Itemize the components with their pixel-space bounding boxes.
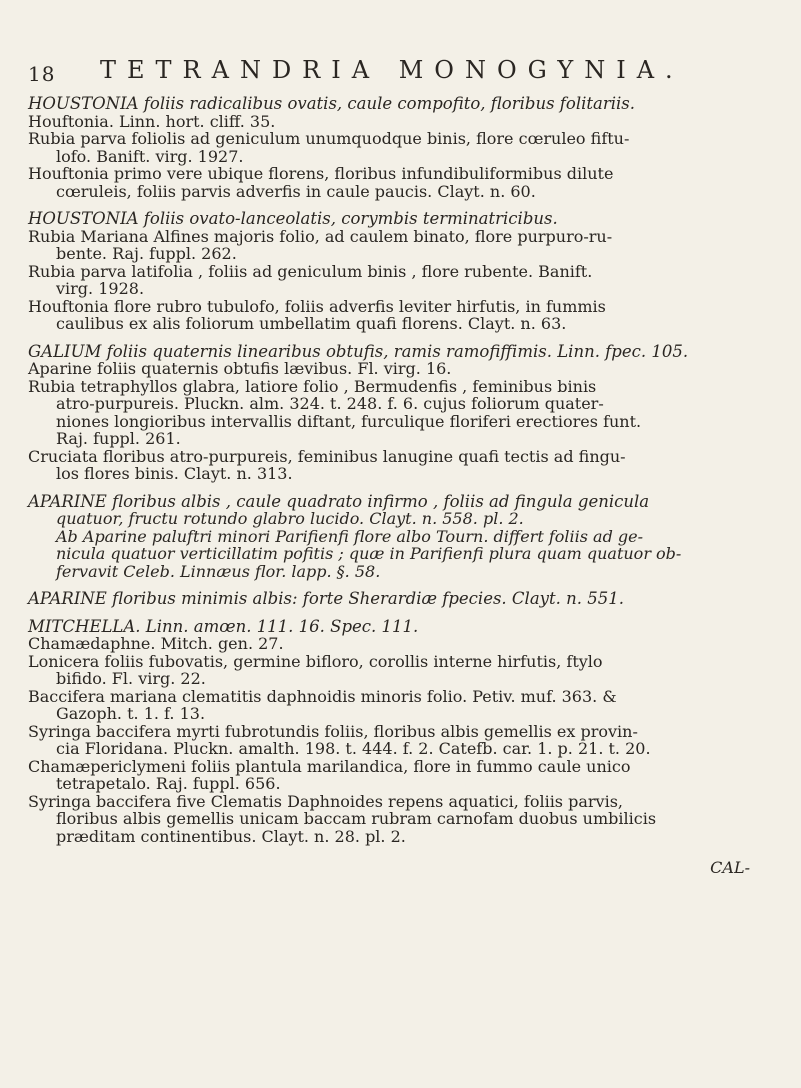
entry-heading: HOUSTONIA foliis radicalibus ovatis, caule compofito, floribus folitariis. (28, 94, 636, 113)
text-body (28, 95, 780, 877)
entry-heading: HOUSTONIA foliis ovato-lanceolatis, corymbis terminatricibus. (28, 209, 558, 228)
entry-line: Houftonia primo vere ubique florens, floribus infundibuliformibus dilute (28, 164, 614, 183)
entry-line: bifido. Fl. virg. 22. (56, 669, 206, 688)
running-head: TETRANDRIA MONOGYNIA. (100, 56, 684, 84)
entry-line: Syringa baccifera myrti fubrotundis foliis, floribus albis gemellis ex provin- (28, 721, 638, 741)
species-entry (28, 343, 780, 483)
entry-line: Ab Aparine paluftri minori Parifienfi flore albo Tourn. differt foliis ad ge- (56, 526, 644, 546)
entry-line: quatuor, fructu rotundo glabro lucido. Clayt. n. 558. pl. 2. (56, 509, 524, 528)
entry-line: bente. Raj. fuppl. 262. (56, 244, 237, 263)
entry-line: cœruleis, foliis parvis adverfis in caule paucis. Clayt. n. 60. (56, 181, 536, 201)
entry-line: Houftonia. Linn. hort. cliff. 35. (28, 111, 276, 131)
entry-line: virg. 1928. (56, 279, 145, 298)
entry-line: fervavit Celeb. Linnæus flor. lapp. §. 58. (56, 561, 381, 581)
entry-line: Cruciata floribus atro-purpureis, feminibus lanugine quafi tectis ad fingu- (28, 446, 626, 466)
catchword: CAL- (710, 858, 750, 877)
entry-line: Rubia parva foliolis ad geniculum unumquodque binis, flore cœruleo fiftu- (28, 129, 630, 148)
entry-line: præditam continentibus. Clayt. n. 28. pl. 2. (56, 826, 406, 846)
entry-line: Baccifera mariana clematitis daphnoidis minoris folio. Petiv. muf. 363. & (28, 686, 617, 706)
page-header (28, 52, 778, 92)
entry-line: niones longioribus intervallis diftant, furculique floriferi erectiores funt. (56, 411, 642, 431)
species-entry (28, 618, 780, 846)
entry-line: Gazoph. t. 1. f. 13. (56, 704, 206, 723)
entry-line: cia Floridana. Pluckn. amalth. 198. t. 444. f. 2. Catefb. car. 1. p. 21. t. 20. (56, 739, 651, 758)
entry-heading: APARINE floribus albis , caule quadrato infirmo , foliis ad fingula genicula (28, 491, 650, 511)
entry-line: Lonicera foliis fubovatis, germine bifloro, corollis interne hirfutis, ftylo (28, 651, 603, 671)
entry-heading: GALIUM foliis quaternis linearibus obtufis, ramis ramofiffimis. Linn. fpec. 105. (28, 341, 689, 361)
entry-line: lofo. Banift. virg. 1927. (56, 146, 244, 166)
entry-line: floribus albis gemellis unicam baccam rubram carnofam duobus umbilicis (56, 809, 657, 828)
entry-line: Rubia parva latifolia , foliis ad geniculum binis , flore rubente. Banift. (28, 261, 593, 281)
species-entry (28, 590, 780, 608)
entry-line: atro-purpureis. Pluckn. alm. 324. t. 248. f. 6. cujus foliorum quater- (56, 394, 604, 413)
entry-line: caulibus ex alis foliorum umbellatim quafi florens. Clayt. n. 63. (56, 314, 567, 333)
entry-heading: APARINE floribus minimis albis: forte Sherardiæ fpecies. Clayt. n. 551. (28, 589, 624, 608)
entry-line: Aparine foliis quaternis obtufis lævibus. Fl. virg. 16. (28, 359, 452, 378)
entry-line: Chamædaphne. Mitch. gen. 27. (28, 634, 284, 653)
entry-line: tetrapetalo. Raj. fuppl. 656. (56, 774, 281, 793)
species-entry (28, 95, 780, 200)
species-entry (28, 493, 780, 581)
entry-line: Houftonia flore rubro tubulofo, foliis adverfis leviter hirfutis, in fummis (28, 296, 606, 316)
page-number: 18 (28, 62, 56, 86)
entry-line: Chamæpericlymeni foliis plantula marilandica, flore in fummo caule unico (28, 756, 631, 776)
entry-line: Rubia Mariana Alfines majoris folio, ad caulem binato, flore purpuro-ru- (28, 226, 613, 246)
entry-heading: MITCHELLA. Linn. amœn. 111. 16. Spec. 111. (28, 616, 419, 636)
entry-line: Rubia tetraphyllos glabra, latiore folio , Bermudenfis , feminibus binis (28, 376, 597, 396)
entry-line: Syringa baccifera five Clematis Daphnoides repens aquatici, foliis parvis, (28, 791, 623, 811)
entry-line: nicula quatuor verticillatim pofitis ; quæ in Parifienfi plura quam quatuor ob- (56, 544, 682, 563)
entry-line: Raj. fuppl. 261. (56, 429, 181, 448)
entry-line: los flores binis. Clayt. n. 313. (56, 464, 293, 483)
species-entry (28, 210, 780, 333)
